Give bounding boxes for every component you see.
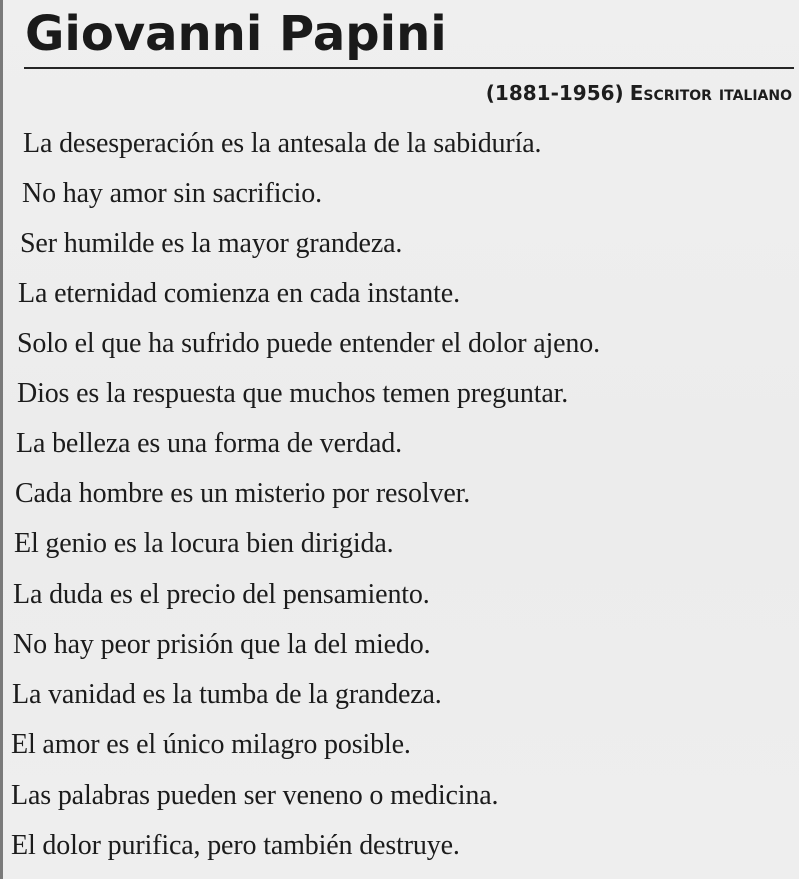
quote-line: Cada hombre es un misterio por resolver. [15,478,471,509]
quote-line: La duda es el precio del pensamiento. [13,579,430,610]
quote-line: No hay amor sin sacrificio. [22,178,322,209]
quote-line: No hay peor prisión que la del miedo. [13,629,431,660]
author-role: Escritor italiano [629,81,792,105]
quote-line: El amor es el único milagro posible. [11,729,411,760]
quote-line: El dolor purifica, pero también destruye. [11,830,460,861]
quote-line: El genio es la locura bien dirigida. [14,528,394,559]
author-title: Giovanni Papini [25,6,447,62]
quote-line: La belleza es una forma de verdad. [16,428,402,459]
quote-line: La desesperación es la antesala de la sabiduría. [23,128,542,159]
quote-line: La eternidad comienza en cada instante. [18,278,460,309]
quote-line: La vanidad es la tumba de la grandeza. [12,679,442,710]
quote-line: Dios es la respuesta que muchos temen preguntar. [17,378,569,409]
quote-line: Las palabras pueden ser veneno o medicina. [11,780,499,811]
quote-line: Solo el que ha sufrido puede entender el dolor ajeno. [17,328,600,359]
author-years: (1881-1956) [485,81,624,105]
quote-line: Ser humilde es la mayor grandeza. [20,228,403,259]
